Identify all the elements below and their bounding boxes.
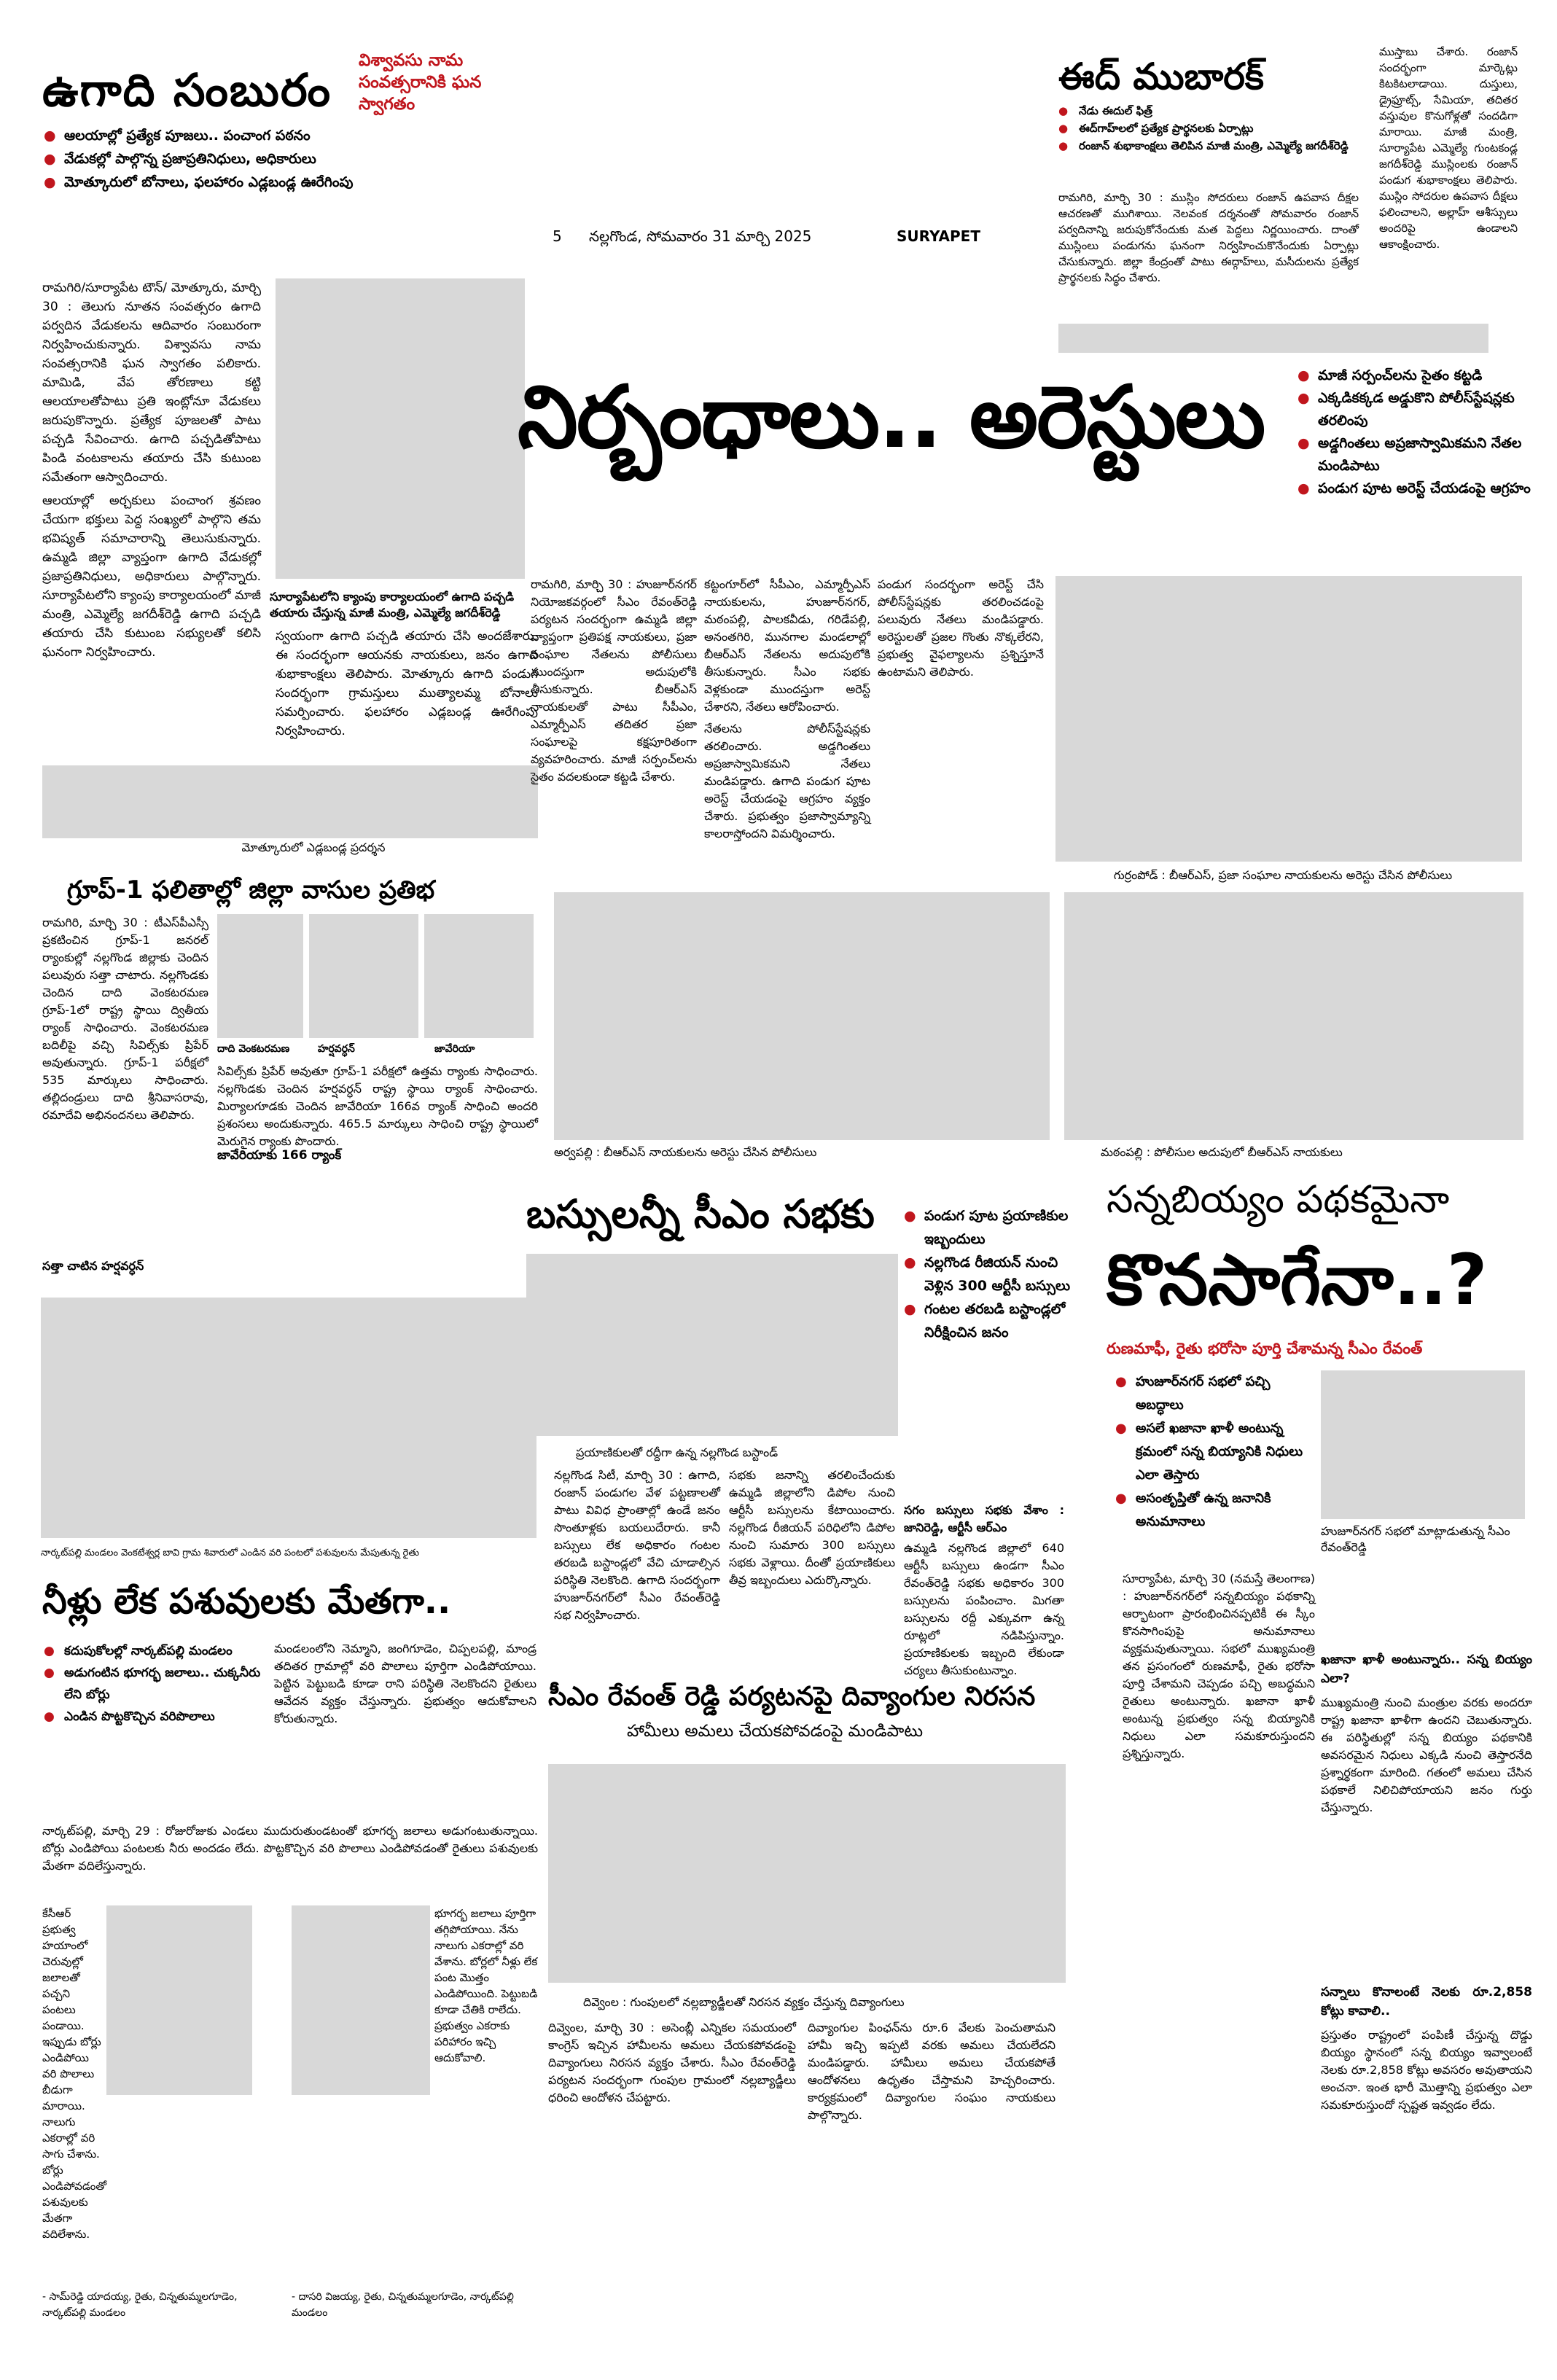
- ugadi-photo-bullock-carts: [42, 765, 538, 838]
- group1-headline: గ్రూప్‌-1 ఫలితాల్లో జిల్లా వాసుల ప్రతిభ: [67, 875, 435, 905]
- rice-bullet: ● అసంతృప్తితో ఉన్న జనానికి అనుమానాలు: [1115, 1487, 1312, 1534]
- edition-name: SURYAPET: [897, 227, 980, 245]
- group1-photo-javeria: [424, 914, 534, 1038]
- arrests-photo-gurrampod: [1055, 576, 1522, 862]
- ugadi-body: [42, 278, 261, 676]
- disabled-photo-caption: దివ్వెంల : గుంపులలో నల్లబ్యాడ్జీలతో నిరసన వ్యక్తం చేస్తున్న దివ్యాంగులు: [583, 1995, 905, 2009]
- rice-photo-caption-cm: హుజూర్‌నగర్ సభలో మాట్లాడుతున్న సీఎం రేవంత్‌రెడ్డి: [1321, 1524, 1510, 1554]
- arrests-paragraph: కట్టంగూర్‌లో సీపీఎం, ఎమ్మార్పీఎస్ నాయకులను, హుజూర్‌నగర్, మఠంపల్లి, పాలకవీడు, గరిడేపల్లి, అనంతగిరి, మునగాల మండలాల్లో బీఆర్‌ఎస్ నేతలను అదుపులోకి తీసుకున్నారు. సీఎం సభకు వెళ్లకుండా ముందస్తుగా అరెస్ట్ చేశారని, నేతలు ఆరోపించారు.: [704, 577, 870, 714]
- arrests-photo-arvapalli: [554, 892, 1050, 1140]
- buses-headline: బస్సులన్నీ సీఎం సభకు: [526, 1191, 875, 1237]
- fodder-quote1-attribution: - సామ్‌రెడ్డి యాదయ్య, రైతు, చిన్నతుమ్మలగూడెం, నార్కట్‌పల్లి మండలం: [42, 2291, 238, 2319]
- group1-name-harshavardhan: హర్షవర్ధన్: [318, 1043, 355, 1055]
- ugadi-photo-pachadi: [276, 278, 525, 579]
- arrests-body-col1: [531, 576, 697, 883]
- fodder-photo-farmer1: [106, 1905, 252, 2095]
- buses-body-col2: సభకు జనాన్ని తరలించేందుకు ఉమ్మడి జిల్లాలోని డిపోల నుంచి ఆర్టీసీ బస్సులను కేటాయించారు. నల్లగొండ రీజియన్ పరిధిలోని డిపోల నుంచి సుమారు 300 బస్సులు సభకు వెళ్లాయి. దీంతో ప్రయాణికులు తీవ్ర ఇబ్బందులు ఎదుర్కొన్నారు.: [729, 1468, 895, 1587]
- ugadi-paragraph: ఆలయాల్లో అర్చకులు పంచాంగ శ్రవణం చేయగా భక్తులు పెద్ద సంఖ్యలో పాల్గొని తమ భవిష్యత్ సమాచారాన్ని తెలుసుకున్నారు. ఉమ్మడి జిల్లా వ్యాప్తంగా ఉగాది వేడుకల్లో ప్రజాప్రతినిధులు, అధికారులు పాల్గొన్నారు. సూర్యాపేటలోని క్యాంపు కార్యాలయంలో మాజీ మంత్రి, ఎమ్మెల్యే జగదీశ్‌రెడ్డి ఉగాది పచ్చడి తయారు చేసి కుటుంబ సభ్యులతో కలిసి ఘనంగా నిర్వహించారు.: [42, 493, 261, 660]
- fodder-body-col2: మండలంలోని నెమ్మాని, జంగిగూడెం, చిప్పలపల్లి, మాండ్ర తదితర గ్రామాల్లో వరి పొలాలు పూర్తిగా ఎండిపోయాయి. పెట్టిన పెట్టుబడి కూడా రాని పరిస్థితి నెలకొందని రైతులు ఆవేదన వ్యక్తం చేస్తున్నారు. ప్రభుత్వం ఆదుకోవాలని కోరుతున్నారు.: [274, 1642, 536, 1725]
- buses-bullet: ● నల్లగొండ రీజియన్ నుంచి వెళ్లిన 300 ఆర్టీసీ బస్సులు: [904, 1251, 1079, 1298]
- arrests-bullet: ● ఎక్కడికక్కడ అడ్డుకొని పోలీస్‌స్టేషన్లకు తరలింపు: [1298, 387, 1538, 432]
- rice-bullet: ● హుజూర్‌నగర్ సభలో పచ్చి అబద్ధాలు: [1115, 1370, 1312, 1417]
- ugadi-bullet: ● వేడుకల్లో పాల్గొన్న ప్రజాప్రతినిధులు, అధికారులు: [44, 147, 394, 171]
- eid-body: రామగిరి, మార్చి 30 : ముస్లిం సోదరులు రంజాన్ ఉపవాస దీక్షల ఆచరణతో ముగిశాయి. నెలవంక దర్శనంతో సోమవారం రంజాన్ పర్వదినాన్ని జరుపుకోనేందుకు మత పెద్దలు నిర్ణయించారు. దాంతో ముస్లింలు పండుగను ఘనంగా నిర్వహించుకొనేందుకు ఏర్పాట్లు చేసుకున్నారు. జిల్లా కేంద్రంతో పాటు ఈద్గాహ్‌లు, మసీదులను ప్రత్యేక ప్రార్థనలకు సిద్ధం చేశారు.: [1058, 191, 1359, 284]
- group1-body: రామగిరి, మార్చి 30 : టీఎస్‌పీఎస్సీ ప్రకటించిన గ్రూప్‌-1 జనరల్ ర్యాంకుల్లో నల్లగొండ జిల్లాకు చెందిన పలువురు సత్తా చాటారు. నల్లగొండకు చెందిన దాది వెంకటరమణ గ్రూప్‌-1లో రాష్ట్ర స్థాయి ద్వితీయ ర్యాంక్ సాధించారు. వెంకటరమణ బదిలీపై వచ్చి సివిల్స్‌కు ప్రిపేర్ అవుతున్నారు. గ్రూప్‌-1 పరీక్షలో 535 మార్కులు సాధించారు. తల్లిదండ్రులు దాది శ్రీనివాసరావు, రమాదేవి అభినందనలు తెలిపారు.: [42, 916, 208, 1122]
- fodder-photo-field: [41, 1298, 536, 1538]
- eid-body-continued: ముస్తాబు చేశారు. రంజాన్ సందర్భంగా మార్కెట్లు కిటకిటలాడాయి. దుస్తులు, డ్రైఫ్రూట్స్, సేమియా, తదితర వస్తువుల కొనుగోళ్లతో సందడిగా మారాయి. మాజీ మంత్రి, సూర్యాపేట ఎమ్మెల్యే గుంటకండ్ల జగదీశ్‌రెడ్డి ముస్లింలకు రంజాన్ పండుగ శుభాకాంక్షలు తెలిపారు. ముస్లిం సోదరుల ఉపవాస దీక్షలు ఫలించాలని, అల్లాహ్ ఆశీస్సులు అందరిపై ఉండాలని ఆకాంక్షించారు.: [1379, 45, 1518, 251]
- group1-subhead-harshavardhan: సత్తా చాటిన హర్షవర్ధన్: [42, 1259, 144, 1273]
- arrests-bullets: [1298, 364, 1538, 576]
- fodder-photo-caption: నార్కట్‌పల్లి మండలం వెంకటేశ్వర్ల బావి గ్రామ శివారులో ఎండిన వరి పంటలో పశువులను మేపుతున్న రైతు: [41, 1548, 419, 1558]
- eid-headline: ఈద్ ముబారక్: [1058, 55, 1264, 98]
- eid-bullets: [1058, 102, 1365, 190]
- arrests-bullet: ● అడ్డగింతలు అప్రజాస్వామికమని నేతల మండిపాటు: [1298, 432, 1538, 477]
- buses-photo-caption: ప్రయాణికులతో రద్దీగా ఉన్న నల్లగొండ బస్టాండ్: [576, 1445, 778, 1459]
- buses-bullet: ● గంటల తరబడి బస్టాండ్లలో నిరీక్షించిన జనం: [904, 1298, 1079, 1344]
- eid-photo-prayers: [1058, 324, 1488, 353]
- ugadi-headline: ఉగాది సంబురం: [42, 63, 332, 117]
- group1-body-continued: సివిల్స్‌కు ప్రిపేర్ అవుతూ గ్రూప్‌-1 పరీక్షలో ఉత్తమ ర్యాంకు సాధించారు. నల్లగొండకు చెందిన హర్షవర్ధన్ రాష్ట్ర స్థాయి ర్యాంక్ సాధించారు. మిర్యాలగూడకు చెందిన జావేరియా 166వ ర్యాంక్ సాధించి అందరి ప్రశంసలు అందుకున్నారు. 465.5 మార్కులు సాధించి రాష్ట్ర స్థాయిలో మెరుగైన ర్యాంకు పొందారు.: [217, 1064, 538, 1148]
- ugadi-body-continued: స్వయంగా ఉగాది పచ్చడి తయారు చేసి అందజేశారు. ఈ సందర్భంగా ఆయనకు నాయకులు, జనం ఉగాది శుభాకాంక్షలు తెలిపారు. మోత్కూరు ఉగాది పండుగ సందర్భంగా గ్రామస్తులు ముత్యాలమ్మ బోనాలు సమర్పించారు. ఫలహారం ఎడ్లబండ్ల ఊరేగింపు నిర్వహించారు.: [276, 629, 538, 738]
- disabled-kicker: హామీలు అమలు చేయకపోవడంపై మండిపాటు: [627, 1722, 924, 1741]
- arrests-photo-caption-gurrampod: గుర్రంపోడ్ : బీఆర్‌ఎస్, ప్రజా సంఘాల నాయకులను అరెస్టు చేసిన పోలీసులు: [1113, 868, 1453, 882]
- rice-kicker: రుణమాఫీ, రైతు భరోసా పూర్తి చేశామన్న సీఎం రేవంత్: [1107, 1340, 1423, 1357]
- rice-body-col1: సూర్యాపేట, మార్చి 30 (నమస్తే తెలంగాణ) : హుజూర్‌నగర్‌లో సన్నబియ్యం పథకాన్ని ఆర్భాటంగా ప్రారంభించినప్పటికీ ఈ స్కీం కొనసాగింపుపై అనుమానాలు వ్యక్తమవుతున్నాయి. సభలో ముఖ్యమంత్రి తన ప్రసంగంలో రుణమాఫీ, రైతు భరోసా పూర్తి చేశామని చెప్పడం పచ్చి అబద్ధమని రైతులు అంటున్నారు. ఖజానా ఖాళీ అంటున్న ప్రభుత్వం సన్న బియ్యానికి నిధులు ఎలా సమకూరుస్తుందని ప్రశ్నిస్తున్నారు.: [1123, 1572, 1315, 1760]
- arrests-photo-caption-arvapalli: అర్వపల్లి : బీఆర్‌ఎస్ నాయకులను అరెస్టు చేసిన పోలీసులు: [554, 1145, 817, 1159]
- buses-bullet: ● పండుగ పూట ప్రయాణికుల ఇబ్బందులు: [904, 1204, 1079, 1251]
- place-date: నల్లగొండ, సోమవారం 31 మార్చి 2025: [589, 227, 812, 245]
- buses-body-col1: నల్లగొండ సిటీ, మార్చి 30 : ఉగాది, రంజాన్ పండుగల వేళ పట్టణాలతో పాటు వివిధ ప్రాంతాల్లో ఉండే జనం సొంతూళ్లకు బయలుదేరారు. కానీ బస్సులు లేక అధికారం గంటల తరబడి బస్టాండ్లలో వేచి చూడాల్సిన పరిస్థితి నెలకొంది. ఉగాది సందర్భంగా హుజూర్‌నగర్‌లో సీఎం రేవంత్‌రెడ్డి సభ నిర్వహించారు.: [554, 1468, 720, 1622]
- arrests-paragraph: నేతలను పోలీస్‌స్టేషన్లకు తరలించారు. అడ్డగింతలు అప్రజాస్వామికమని నేతలు మండిపడ్డారు. ఉగాది పండుగ పూట అరెస్ట్ చేయడంపై ఆగ్రహం వ్యక్తం చేశారు. ప్రభుత్వం ప్రజాస్వామ్యాన్ని కాలరాస్తోందని విమర్శించారు.: [704, 722, 870, 840]
- fodder-bullet: ● అడుగంటిన భూగర్భ జలాలు.. చుక్కనీరు లేని బోర్లు: [44, 1662, 262, 1706]
- ugadi-bullets: [44, 124, 394, 270]
- rice-body-col3: ప్రస్తుతం రాష్ట్రంలో పంపిణీ చేస్తున్న దొడ్డు బియ్యం స్థానంలో సన్న బియ్యం ఇవ్వాలంటే నెలకు రూ.2,858 కోట్లు అవసరం అవుతాయని అంచనా. ఇంత భారీ మొత్తాన్ని ప్రభుత్వం ఎలా సమకూరుస్తుందో స్పష్టత ఇవ్వడం లేదు.: [1321, 2028, 1532, 2112]
- fodder-bullet: ● కదుపుకోలల్లో నార్కట్‌పల్లి మండలం: [44, 1640, 262, 1662]
- disabled-headline: సీఎం రేవంత్ రెడ్డి పర్యటనపై దివ్యాంగుల నిరసన: [548, 1682, 1036, 1712]
- rice-subhead-treasury: ఖజానా ఖాళీ అంటున్నారు.. సన్న బియ్యం ఎలా?: [1321, 1653, 1532, 1686]
- ugadi-photo2-caption: మోత్కూరులో ఎడ్లబండ్ల ప్రదర్శన: [241, 840, 386, 854]
- buses-photo-bus-stand: [526, 1254, 898, 1436]
- fodder-bullet: ● ఎండిన పొట్టకొచ్చిన వరిపొలాలు: [44, 1706, 262, 1728]
- group1-name-venkataramana: దాది వెంకటరమణ: [217, 1043, 290, 1055]
- ugadi-photo-caption: సూర్యాపేటలోని క్యాంపు కార్యాలయంలో ఉగాది పచ్చడి తయారు చేస్తున్న మాజీ మంత్రి, ఎమ్మెల్యే జగదీశ్‌రెడ్డి: [270, 590, 515, 620]
- eid-bullet: ● రంజాన్ శుభాకాంక్షలు తెలిపిన మాజీ మంత్రి, ఎమ్మెల్యే జగదీశ్‌రెడ్డి: [1058, 137, 1365, 155]
- arrests-photo-mathampalli: [1064, 892, 1523, 1140]
- group1-photo-venkataramana: [217, 914, 303, 1038]
- arrests-paragraph: రామగిరి, మార్చి 30 : హుజూర్‌నగర్ నియోజకవర్గంలో సీఎం రేవంత్‌రెడ్డి పర్యటన సందర్భంగా ఉమ్మడి జిల్లా వ్యాప్తంగా ప్రతిపక్ష నాయకులు, ప్రజా సంఘాల నేతలను పోలీసులు ముందస్తుగా అదుపులోకి తీసుకున్నారు. బీఆర్‌ఎస్ నాయకులతో పాటు సీపీఎం, ఎమ్మార్పీఎస్ తదితర ప్రజా సంఘాలపై కక్షపూరితంగా వ్యవహరించారు. మాజీ సర్పంచ్‌లను సైతం వదలకుండా కట్టడి చేశారు.: [531, 577, 697, 784]
- arrests-body-col2: [704, 576, 870, 883]
- arrests-bullet: ● పండుగ పూట అరెస్ట్ చేయడంపై ఆగ్రహం: [1298, 477, 1538, 500]
- rice-photo-caption-mathampalli: మఠంపల్లి : పోలీసుల అదుపులో బీఆర్‌ఎస్ నాయకులు: [1101, 1145, 1343, 1159]
- fodder-quote1: కేసీఆర్ ప్రభుత్వ హయాంలో చెరువుల్లో జలాలతో పచ్చని పంటలు పండాయి. ఇప్పుడు బోర్లు ఎండిపోయి వరి పొలాలు బీడుగా మారాయి. నాలుగు ఎకరాల్లో వరి సాగు చేశాను. బోర్లు ఎండిపోవడంతో పశువులకు మేతగా వదిలేశాను.: [42, 1907, 106, 2241]
- rice-bullet: ● అసలే ఖజానా ఖాళీ అంటున్న క్రమంలో సన్న బియ్యానికి నిధులు ఎలా తెస్తారు: [1115, 1417, 1312, 1487]
- fodder-quote2: భూగర్భ జలాలు పూర్తిగా తగ్గిపోయాయి. నేను నాలుగు ఎకరాల్లో వరి వేశాను. బోర్లలో నీళ్లు లేక పంట మొత్తం ఎండిపోయింది. పెట్టుబడి కూడా చేతికి రాలేదు. ప్రభుత్వం ఎకరాకు పరిహారం ఇచ్చి ఆదుకోవాలి.: [434, 1907, 538, 2064]
- arrests-headline: నిర్బంధాలు.. అరెస్టులు: [518, 367, 1265, 467]
- rice-photo-cm-speech: [1321, 1370, 1525, 1519]
- disabled-photo-protest: [548, 1764, 1066, 1983]
- eid-bullet: ● నేడు ఈదుల్ ఫిత్ర్: [1058, 102, 1365, 120]
- arrests-bullet: ● మాజీ సర్పంచ్‌లను సైతం కట్టడి: [1298, 364, 1538, 387]
- arrests-paragraph: పండుగ సందర్భంగా అరెస్ట్ చేసి పోలీస్‌స్టేషన్లకు తరలించడంపై పలువురు నేతలు మండిపడ్డారు. అరెస్టులతో ప్రజల గొంతు నొక్కలేరని, ప్రభుత్వ వైఫల్యాలను ప్రశ్నిస్తూనే ఉంటామని తెలిపారు.: [878, 577, 1044, 679]
- group1-subhead-javeria: జావేరియాకు 166 ర్యాంక్: [217, 1148, 342, 1163]
- eid-bullet: ● ఈద్‌గాహ్‌లలో ప్రత్యేక ప్రార్థనలకు ఏర్పాట్లు: [1058, 120, 1365, 137]
- group1-name-javeria: జావేరియా: [434, 1043, 475, 1055]
- ugadi-bullet: ● మోత్కూరులో బోనాలు, ఫలహారం ఎడ్లబండ్ల ఊరేగింపు: [44, 171, 394, 194]
- page-number: 5: [553, 227, 562, 245]
- rice-bullets: [1115, 1370, 1312, 1575]
- ugadi-bullet: ● ఆలయాల్లో ప్రత్యేక పూజలు.. పంచాంగ పఠనం: [44, 124, 394, 147]
- group1-photo-harshavardhan: [309, 914, 418, 1038]
- ugadi-kicker: విశ్వావసు నామ సంవత్సరానికి ఘన స్వాగతం: [359, 51, 482, 114]
- rice-headline-main: కొనసాగేనా..?: [1107, 1239, 1488, 1321]
- rice-subhead-cost: సన్నాలు కొనాలంటే నెలకు రూ.2,858 కోట్లు కావాలి..: [1321, 1985, 1532, 2018]
- rice-headline-top: సన్నబియ్యం పథకమైనా: [1107, 1178, 1450, 1222]
- buses-body-col3: ఉమ్మడి నల్లగొండ జిల్లాలో 640 ఆర్టీసీ బస్సులు ఉండగా సీఎం రేవంత్‌రెడ్డి సభకు అధికారం 300 బస్సులను పంపించాం. మిగతా బస్సులను రద్దీ ఎక్కువగా ఉన్న రూట్లలో నడిపిస్తున్నాం. ప్రయాణికులకు ఇబ్బంది లేకుండా చర్యలు తీసుకుంటున్నాం.: [904, 1541, 1064, 1677]
- fodder-photo-farmer2: [292, 1905, 430, 2095]
- fodder-bullets: [44, 1640, 262, 1822]
- fodder-body-col1: నార్కట్‌పల్లి, మార్చి 29 : రోజురోజుకు ఎండలు ముదురుతుండటంతో భూగర్భ జలాలు అడుగంటుతున్నాయి. బోర్లు ఎండిపోయి పంటలకు నీరు అందడం లేదు. పొట్టకొచ్చిన వరి పొలాలు ఎండిపోవడంతో రైతులు పశువులకు మేతగా వదిలేస్తున్నారు.: [42, 1824, 538, 1873]
- disabled-body-col1: దివ్వెంల, మార్చి 30 : అసెంబ్లీ ఎన్నికల సమయంలో కాంగ్రెస్ ఇచ్చిన హామీలను అమలు చేయకపోవడంపై దివ్యాంగులు నిరసన వ్యక్తం చేశారు. సీఎం రేవంత్‌రెడ్డి పర్యటన సందర్భంగా గుంపుల గ్రామంలో నల్లబ్యాడ్జీలు ధరించి ఆందోళన చేపట్టారు.: [548, 2021, 796, 2104]
- arrests-body-col3: [878, 576, 1044, 883]
- disabled-body-col2: దివ్యాంగుల పింఛన్‌ను రూ.6 వేలకు పెంచుతామని హామీ ఇచ్చి ఇప్పటి వరకు అమలు చేయలేదని మండిపడ్డారు. హామీలు అమలు చేయకపోతే ఆందోళనలు ఉధృతం చేస్తామని హెచ్చరించారు. కార్యక్రమంలో దివ్యాంగుల సంఘం నాయకులు పాల్గొన్నారు.: [808, 2021, 1055, 2122]
- buses-subhead-rm: సగం బస్సులు సభకు వేశాం : జానిరెడ్డి, ఆర్టీసీ ఆర్ఎం: [904, 1503, 1064, 1534]
- ugadi-paragraph: రామగిరి/సూర్యాపేట టౌన్/ మోత్కూరు, మార్చి 30 : తెలుగు నూతన సంవత్సరం ఉగాది పర్వదిన వేడుకలను ఆదివారం సంబురంగా నిర్వహించుకున్నారు. విశ్వావసు నామ సంవత్సరానికి ఘన స్వాగతం పలికారు. మామిడి, వేప తోరణాలు కట్టి ఆలయాలతోపాటు ప్రతి ఇంట్లోనూ వేడుకలు జరుపుకొన్నారు. ప్రత్యేక పూజలతో పాటు పచ్చడి సేవించారు. ఉగాది పచ్చడితోపాటు పిండి వంటకాలను తయారు చేసి కుటుంబ సమేతంగా ఆస్వాదించారు.: [42, 281, 261, 485]
- rice-body-col2: ముఖ్యమంత్రి నుంచి మంత్రుల వరకు అందరూ రాష్ట్ర ఖజానా ఖాళీగా ఉందని చెబుతున్నారు. ఈ పరిస్థితుల్లో సన్న బియ్యం పథకానికి అవసరమైన నిధులు ఎక్కడి నుంచి తెస్తారనేది ప్రశ్నార్థకంగా మారింది. గతంలో అమలు చేసిన పథకాలే నిలిచిపోయాయని జనం గుర్తు చేస్తున్నారు.: [1321, 1696, 1532, 1814]
- buses-bullets: [904, 1204, 1079, 1437]
- fodder-headline: నీళ్లు లేక పశువులకు మేతగా..: [42, 1581, 451, 1622]
- fodder-quote2-attribution: - దాసరి విజయ్య, రైతు, చిన్నతుమ్మలగూడెం, నార్కట్‌పల్లి మండలం: [292, 2291, 514, 2319]
